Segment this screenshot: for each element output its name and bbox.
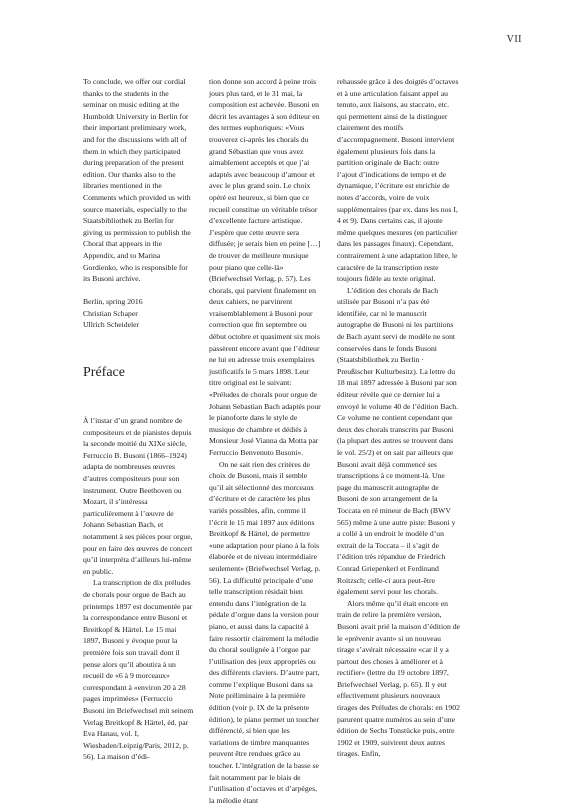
column-left <box>83 76 194 763</box>
column-middle <box>209 76 321 806</box>
body-paragraph: À l’instar d’un grand nombre de compositeurs et de pianistes depuis la seconde moitié du XIXe siècle, Ferruccio B. Busoni (1866–1924) adapta de nombreuses œuvres d’autres compositeurs pour son instrument. Outre Beethoven ou Mozart, il s’intéressa particulièrement à l’œuvre de Johann Sebastian Bach, et notamment à ses pièces pour orgue, pour en faire des œuvres de concert qu’il interpréta d’ailleurs lui-même en public. <box>83 416 193 576</box>
author-name: Ullrich Scheideler <box>83 320 140 330</box>
body-paragraph: La transcription de dix préludes de chorals pour orgue de Bach au printemps 1897 est documentée par la correspondance entre Busoni et Breitkopf & Härtel. Le 15 mai 1897, Busoni y évoque pour la première fois son travail dont il pense alors qu’il aboutira à un recueil de «6 à 9 morceaux» correspondant à «environ 20 à 28 pages imprimées» (Ferruccio Busoni im Briefwechsel mit seinem Verlag Breitkopf & Härtel, éd. par Eva Hanau, vol. I, Wiesbaden/Leipzig/Paris, 2012, p. 56). La maison d’édi- <box>83 578 194 762</box>
body-paragraph: rehaussée grâce à des doigtés d’octaves et à une articulation faisant appel au tenuto, aux liaisons, au staccato, etc. qui permettent ainsi de la distinguer clairement des motifs d’accompagnement. Busoni intervient également plusieurs fois dans la partition originale de Bach: outre l’ajout d’indications de tempo et de dynamique, l’écriture est enrichie de notes d’accords, voire de voix supplémentaires (par ex. dans les nos I, 4 et 9). Dans certains cas, il ajoute même quelques mesures (en particulier dans les passages finaux). Cependant, contrairement à une adaptation libre, le caractère de la transcription reste toujours fidèle au texte original. <box>337 77 459 284</box>
body-paragraph: tion donne son accord à peine trois jours plus tard, et le 31 mai, la composition est achevée. Busoni en décrit les avantages à son éditeur en des termes euphoriques: «Vous trouverez ci-après les chorals du grand Sébastian que vous avez aimablement acceptés et que j’ai adaptés avec beaucoup d’amour et avec le plus grand soin. Le choix opéré est heureux, si bien que ce recueil constitue un véritable trésor d’excellente facture artistique. J’espère que cette œuvre sera diffusée; je serais bien en peine […] de trouver de meilleure musique pour piano que celle-là» (Briefwechsel Verlag, p. 57). Les chorals, qui parvient finalement en deux cahiers, ne parvinrent vraisemblablement à Busoni pour correction que fin septembre ou début octobre et quasiment six mois passèrent encore avant que l’éditeur ne lui en adresse trois exemplaires justificatifs le 5 mars 1898. Leur titre original est le suivant: «Préludes de chorals pour orgue de Johann Sebastian Bach adaptés pour le pianoforte dans le style de musique de chambre et dédiés à Monsieur José Vianna da Motta par Ferruccio Benvenuto Busoni». <box>209 77 321 457</box>
page-number: VII <box>506 34 522 45</box>
body-paragraph: L’édition des chorals de Bach utilisée par Busoni n’a pas été identifiée, car ni le manuscrit autographe de Busoni ni les partitions de Bach ayant servi de modèle ne sont conservées dans le fonds Busoni (Staatsbibliothek zu Berlin · Preußischer Kulturbesitz). La lettre du 18 mai 1897 adressée à Busoni par son éditeur révèle que ce dernier lui a envoyé le volume 40 de l’édition Bach. Ce volume ne contient cependant que deux des chorals transcrits par Busoni (la plupart des autres se trouvent dans le vol. 25/2) et on sait par ailleurs que Busoni avait déjà commencé ses transcriptions à ce moment-là. Une page du manuscrit autographe de Busoni de son arrangement de la Toccata en ré mineur de Bach (BWV 565) même à une autre piste: Busoni y a collé à un endroit le modèle d’un extrait de la Toccata – il s’agit de l’édition très répandue de Friedrich Conrad Griepenkerl et Ferdinand Roitzsch; celle-ci aura peut-être également servi pour les chorals. <box>337 285 459 597</box>
section-heading: Préface <box>83 365 125 381</box>
column-right <box>337 76 460 760</box>
body-paragraph: Alors même qu’il était encore en train de relire la première version, Busoni avait prié la maison d’édition de le «prévenir avant» si un nouveau tirage s’avérait nécessaire «car il y a partout des choses à améliorer et à rectifier» (lettre du 19 octobre 1897, Briefwechsel Verlag, p. 65). Il y eut effectivement plusieurs nouveaux tirages des Préludes de chorals: en 1902 parurent quatre numéros au sein d’une édition de Sechs Tonstücke puis, entre 1902 et 1909, suivirent deux autres tirages. Enfin, <box>337 598 460 759</box>
acknowledgements-paragraph: To conclude, we offer our cordial thanks to the students in the seminar on music editing at the Humboldt University in Berlin for their important preliminary work, and for the discussions with all of them in which they participated during preparation of the present edition. Our thanks also to the libraries mentioned in the Comments which provided us with source materials, especially to the Staatsbibliothek zu Berlin for giving us permission to publish the Choral that appears in the Appendix, and to Marina Gordienko, who is responsible for its Busoni archive. <box>83 77 191 284</box>
author-name: Christian Schaper <box>83 308 138 318</box>
place-date: Berlin, spring 2016 <box>83 297 143 307</box>
body-paragraph: On ne sait rien des critères de choix de Busoni, mais il semble qu’il ait sélectionné des morceaux d’écriture et de caractère les plus variés possibles, afin, comme il l’écrit le 15 mai 1897 aux éditions Breitkopf & Härtel, de permettre «une adaptation pour piano à la fois élaborée et de niveau intermédiaire seulement» (Briefwechsel Verlag, p. 56). La difficulté principale d’une telle transcription résidait bien entendu dans l’intégration de la pédale d’orgue dans la version pour piano, et aussi dans la capacité à faire ressortir clairement la mélodie du choral soulignée à l’orgue par l’utilisation des jeux appropriés ou des différents claviers. D’autre part, comme l’explique Busoni dans sa Note préliminaire à la première édition (voir p. IX de la présente édition), le piano permet un toucher différencié, si bien que les variations de timbre manquantes peuvent être rendues grâce au toucher. L’intégration de la basse se fait notamment par le biais de l’utilisation d’octaves et d’arpèges, la mélodie étant <box>209 459 321 805</box>
